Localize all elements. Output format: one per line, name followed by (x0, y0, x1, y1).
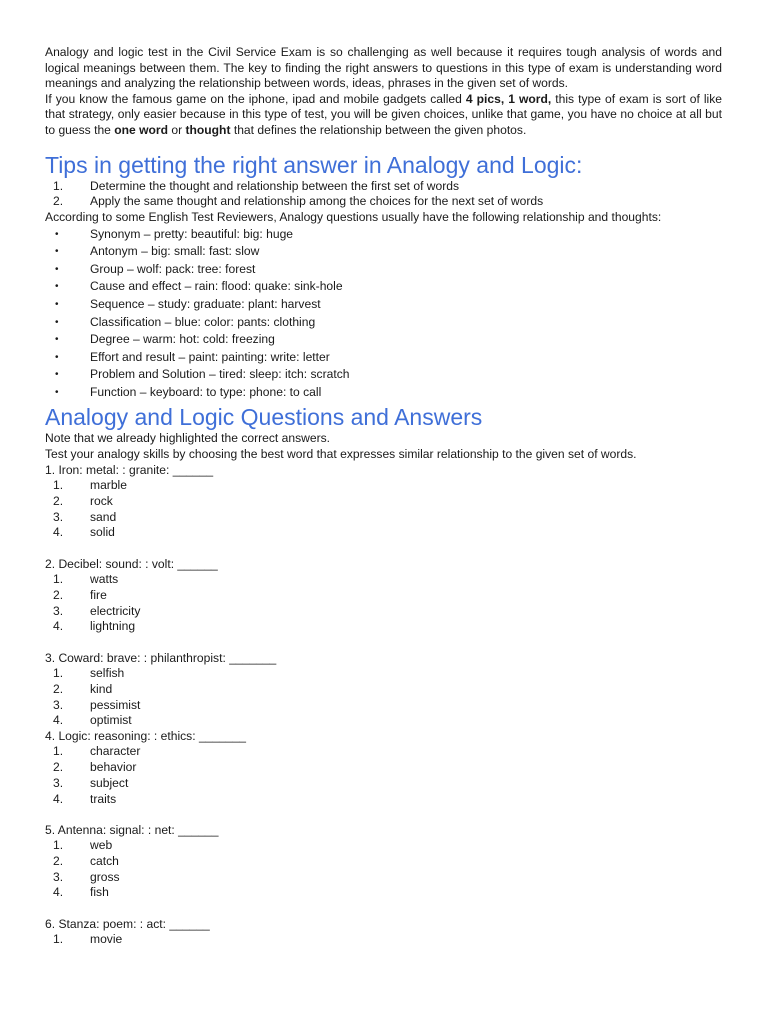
answer-option (45, 682, 722, 698)
option-text: character (90, 744, 141, 759)
tips-step-item (45, 194, 722, 210)
question-2 (45, 557, 722, 651)
option-text: sand (90, 509, 117, 524)
relationship-item (45, 226, 722, 244)
spacer (45, 541, 722, 557)
relationship-item (45, 384, 722, 402)
document-content (45, 45, 722, 948)
question-text: 6. Stanza: poem: : act: ______ (45, 916, 210, 931)
option-text: lightning (90, 619, 136, 634)
option-text: electricity (90, 603, 141, 618)
relationship-text: Sequence – study: graduate: plant: harvest (90, 296, 321, 311)
question-6 (45, 917, 722, 948)
intro-paragraph-1: Analogy and logic test in the Civil Service Exam is so challenging as well because it requires tough analysis of words and logical meanings between them. The key to finding the right answers to questions in this type of exam is understanding word meanings and analyzing the relationship between words, ideas, phrases in the given set of words. (45, 45, 722, 91)
spacer (45, 901, 722, 917)
option-text: solid (90, 525, 115, 540)
option-text: optimist (90, 713, 132, 728)
answer-option (45, 838, 722, 854)
option-text: subject (90, 775, 129, 790)
spacer (45, 635, 722, 651)
answer-options (45, 744, 722, 807)
step-text: Determine the thought and relationship between the first set of words (90, 178, 460, 193)
option-text: traits (90, 791, 117, 806)
answer-option (45, 760, 722, 776)
relationship-item (45, 331, 722, 349)
option-text: fish (90, 885, 109, 900)
option-number: 2. (53, 493, 64, 508)
relationships-list (45, 226, 722, 402)
intro-p2-bold-game: 4 pics, 1 word, (465, 91, 552, 106)
tips-step-item (45, 179, 722, 195)
option-number: 1. (53, 666, 64, 681)
option-text: fire (90, 587, 107, 602)
option-text: catch (90, 854, 119, 869)
question-3 (45, 651, 722, 729)
question-5 (45, 823, 722, 917)
answer-options (45, 932, 722, 948)
option-number: 2. (53, 854, 64, 869)
option-text: rock (90, 493, 113, 508)
intro-p2-text-c: or (168, 122, 186, 137)
bullet-icon: • (55, 228, 59, 240)
option-text: gross (90, 869, 120, 884)
bullet-icon: • (55, 316, 59, 328)
option-text: selfish (90, 666, 125, 681)
question-text: 1. Iron: metal: : granite: ______ (45, 462, 214, 477)
option-number: 3. (53, 697, 64, 712)
answer-options (45, 572, 722, 635)
relationship-text: Problem and Solution – tired: sleep: itch: scratch (90, 367, 350, 382)
option-number: 3. (53, 509, 64, 524)
answer-option (45, 870, 722, 886)
answer-option (45, 854, 722, 870)
question-text: 2. Decibel: sound: : volt: ______ (45, 556, 218, 571)
option-number: 3. (53, 603, 64, 618)
answer-option (45, 885, 722, 901)
option-text: kind (90, 681, 113, 696)
option-number: 4. (53, 713, 64, 728)
relationship-text: Degree – warm: hot: cold: freezing (90, 332, 275, 347)
option-number: 2. (53, 681, 64, 696)
answer-option (45, 713, 722, 729)
option-number: 4. (53, 525, 64, 540)
step-text: Apply the same thought and relationship among the choices for the next set of words (90, 194, 544, 209)
option-number: 3. (53, 869, 64, 884)
answer-option (45, 698, 722, 714)
relationship-text: Function – keyboard: to type: phone: to call (90, 384, 322, 399)
answer-option (45, 776, 722, 792)
question-1 (45, 463, 722, 557)
question-text: 5. Antenna: signal: : net: ______ (45, 822, 219, 837)
intro-section (45, 45, 722, 139)
answer-option (45, 932, 722, 948)
bullet-icon: • (55, 334, 59, 346)
option-number: 4. (53, 619, 64, 634)
option-number: 4. (53, 885, 64, 900)
question-4 (45, 729, 722, 823)
option-number: 2. (53, 760, 64, 775)
option-text: web (90, 838, 113, 853)
relationship-text: Synonym – pretty: beautiful: big: huge (90, 226, 294, 241)
answer-option (45, 666, 722, 682)
qa-note-instructions: Test your analogy skills by choosing the best word that expresses similar relationship to the given set of words. (45, 447, 637, 462)
qa-heading: Analogy and Logic Questions and Answers (45, 404, 483, 431)
intro-p2-text-d: that defines the relationship between the given photos. (230, 122, 527, 137)
question-text: 4. Logic: reasoning: : ethics: _______ (45, 728, 247, 743)
relationship-item (45, 366, 722, 384)
relationship-item (45, 278, 722, 296)
answer-option (45, 744, 722, 760)
option-number: 2. (53, 587, 64, 602)
answer-option (45, 604, 722, 620)
intro-p2-bold-thought: thought (185, 122, 231, 137)
option-text: watts (90, 572, 119, 587)
step-number: 2. (53, 194, 64, 209)
relationship-text: Group – wolf: pack: tree: forest (90, 261, 256, 276)
bullet-icon: • (55, 246, 59, 258)
option-number: 1. (53, 838, 64, 853)
relationships-note: According to some English Test Reviewers, Analogy questions usually have the following relationship and thoughts: (45, 209, 662, 224)
option-number: 4. (53, 791, 64, 806)
option-text: behavior (90, 760, 137, 775)
bullet-icon: • (55, 281, 59, 293)
option-text: marble (90, 478, 127, 493)
bullet-icon: • (55, 386, 59, 398)
answer-option (45, 494, 722, 510)
option-number: 1. (53, 932, 64, 947)
answer-options (45, 478, 722, 541)
tips-steps-list (45, 179, 722, 210)
relationship-text: Antonym – big: small: fast: slow (90, 244, 260, 259)
answer-option (45, 792, 722, 808)
relationship-text: Cause and effect – rain: flood: quake: sink-hole (90, 279, 343, 294)
relationship-item (45, 314, 722, 332)
answer-option (45, 525, 722, 541)
option-text: pessimist (90, 697, 141, 712)
option-text: movie (90, 932, 123, 947)
answer-option (45, 510, 722, 526)
intro-p2-text-a: If you know the famous game on the iphone, ipad and mobile gadgets called (45, 91, 466, 106)
option-number: 1. (53, 744, 64, 759)
bullet-icon: • (55, 298, 59, 310)
qa-note-highlight: Note that we already highlighted the correct answers. (45, 431, 331, 446)
intro-p2-bold-one-word: one word (114, 122, 168, 137)
question-text: 3. Coward: brave: : philanthropist: _______ (45, 650, 277, 665)
relationship-item (45, 349, 722, 367)
relationship-item (45, 261, 722, 279)
option-number: 1. (53, 572, 64, 587)
tips-heading: Tips in getting the right answer in Analogy and Logic: (45, 151, 583, 178)
bullet-icon: • (55, 369, 59, 381)
intro-p2-text-b: this type of exam is sort of like that strategy, only easier because in this type of test, you will be given choices, unlike that game, you have no choice at all but to guess the (45, 91, 722, 137)
relationship-item (45, 296, 722, 314)
intro-paragraph-2 (45, 92, 722, 139)
relationship-text: Classification – blue: color: pants: clothing (90, 314, 316, 329)
spacer (45, 807, 722, 823)
answer-option (45, 619, 722, 635)
bullet-icon: • (55, 351, 59, 363)
answer-options (45, 838, 722, 901)
relationship-item (45, 243, 722, 261)
relationship-text: Effort and result – paint: painting: write: letter (90, 349, 330, 364)
bullet-icon: • (55, 263, 59, 275)
option-number: 3. (53, 775, 64, 790)
answer-options (45, 666, 722, 729)
step-number: 1. (53, 178, 64, 193)
answer-option (45, 478, 722, 494)
answer-option (45, 588, 722, 604)
answer-option (45, 572, 722, 588)
option-number: 1. (53, 478, 64, 493)
